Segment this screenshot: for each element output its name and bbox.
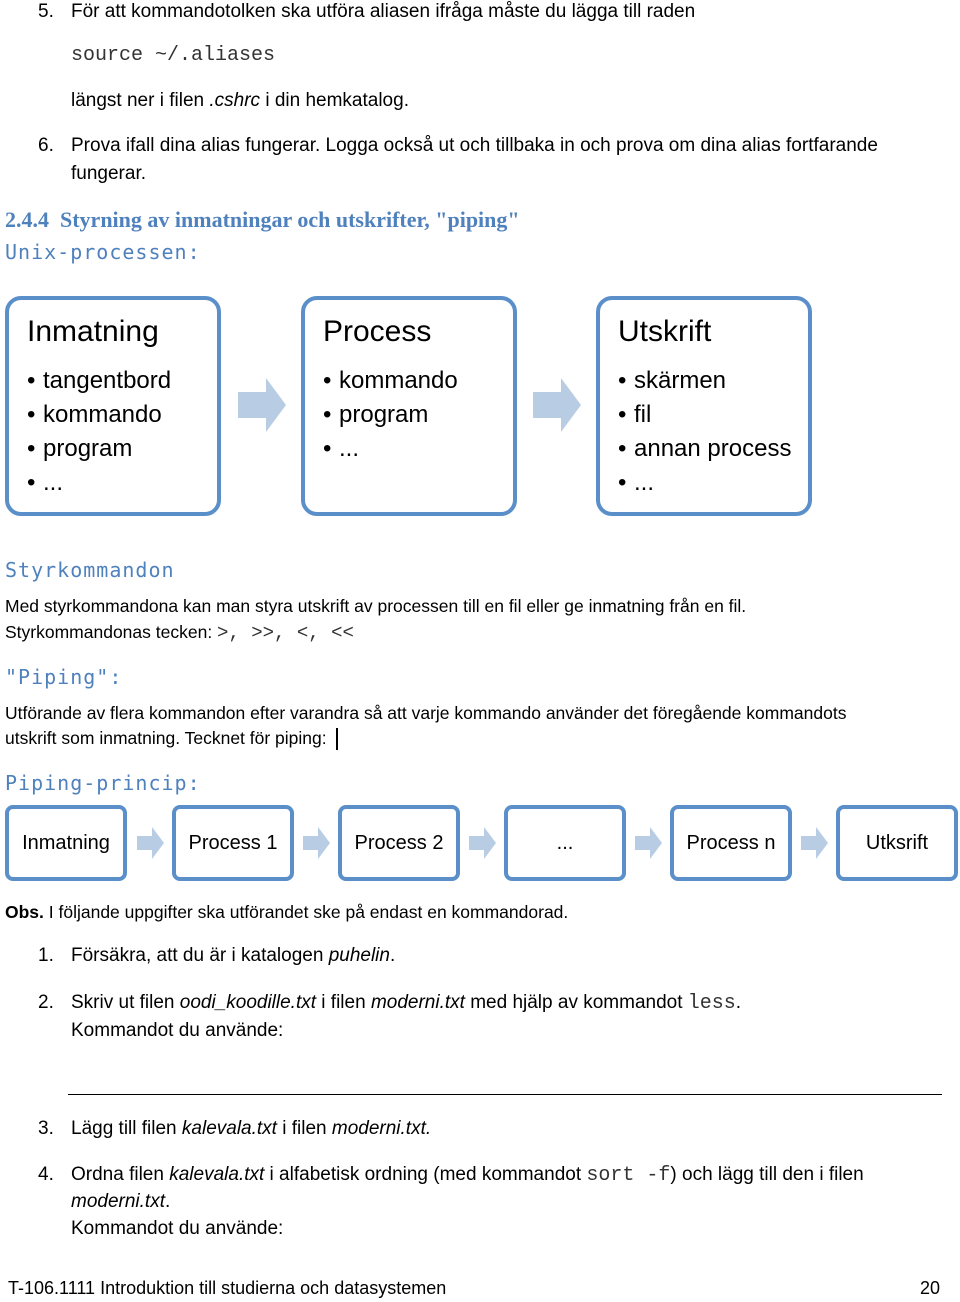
arrow-right-icon [303,827,331,859]
item-6-line1: Prova ifall dina alias fungerar. Logga också ut och tillbaka in och prova om dina alias fortfarande [71,135,878,156]
piping-heading: "Piping": [5,665,123,689]
unix-heading: Unix-processen: [5,240,201,264]
input-box [5,296,221,516]
answer-line [68,1094,942,1095]
piping-line2: utskrift som inmatning. Tecknet för piping: [5,726,338,750]
styr-line1: Med styrkommandona kan man styra utskrift av processen till en fil eller ge inmatning från en fil. [5,596,747,616]
task-3-number: 3. [38,1118,54,1139]
task-4-text: Ordna filen kalevala.txt i alfabetisk ordning (med kommandot sort -f) och lägg till den i filen [71,1164,864,1187]
output-item: • ... [618,466,791,500]
task-4-line2: moderni.txt. [71,1191,171,1212]
task-1-text: Försäkra, att du är i katalogen puhelin. [71,945,396,966]
arrow-right-icon [635,827,663,859]
task-4-answer-label: Kommandot du använde: [71,1218,284,1239]
arrow-right-icon [137,827,165,859]
arrow-right-icon [238,378,288,432]
output-item: • skärmen [618,364,791,398]
task-1-number: 1. [38,945,54,966]
process-item: • program [323,398,458,432]
arrow-right-icon [469,827,497,859]
process-box [301,296,517,516]
pipe-box-ellipsis: ... [504,805,626,881]
code-source-aliases: source ~/.aliases [71,44,276,67]
output-box [596,296,812,516]
pipe-box-process-n: Process n [670,805,792,881]
output-item: • fil [618,398,791,432]
item-6-number: 6. [38,135,54,156]
input-item: • program [27,432,171,466]
task-2-text: Skriv ut filen oodi_koodille.txt i filen moderni.txt med hjälp av kommandot less. [71,992,742,1015]
arrow-right-icon [533,378,583,432]
styr-heading: Styrkommandon [5,558,175,582]
styr-line2: Styrkommandonas tecken: >, >>, <, << [5,622,354,644]
output-box-title: Utskrift [618,315,712,348]
page-number: 20 [919,1278,940,1298]
input-item: • kommando [27,398,171,432]
item-5-after: längst ner i filen .cshrc i din hemkatalog. [71,90,409,111]
process-box-title: Process [323,315,432,348]
task-2-number: 2. [38,992,54,1013]
obs-note: Obs. I följande uppgifter ska utförandet ske på endast en kommandorad. [5,902,569,922]
input-item: • ... [27,466,171,500]
pipe-box-input: Inmatning [5,805,127,881]
pipe-box-process-1: Process 1 [172,805,294,881]
pipe-box-process-2: Process 2 [338,805,460,881]
pipe-box-output: Utksrift [836,805,958,881]
footer-course: T-106.1111 Introduktion till studierna och datasystemen [8,1278,447,1298]
item-6-line2: fungerar. [71,163,146,184]
item-5-number: 5. [38,1,54,22]
task-3-text: Lägg till filen kalevala.txt i filen moderni.txt. [71,1118,432,1139]
process-item: • ... [323,432,458,466]
item-5-text: För att kommandotolken ska utföra aliasen ifråga måste du lägga till raden [71,1,696,22]
task-2-answer-label: Kommandot du använde: [71,1020,284,1041]
redirect-signs: >, >>, <, << [217,622,354,644]
input-item: • tangentbord [27,364,171,398]
piping-line1: Utförande av flera kommandon efter varandra så att varje kommando använder det föregående kommandots [5,703,847,723]
output-item: • annan process [618,432,791,466]
task-4-number: 4. [38,1164,54,1185]
process-item: • kommando [323,364,458,398]
arrow-right-icon [801,827,829,859]
princip-heading: Piping-princip: [5,771,201,795]
pipe-symbol-icon [336,728,338,750]
section-heading: 2.4.4 Styrning av inmatningar och utskrifter, "piping" [5,207,520,232]
input-box-title: Inmatning [27,315,159,348]
